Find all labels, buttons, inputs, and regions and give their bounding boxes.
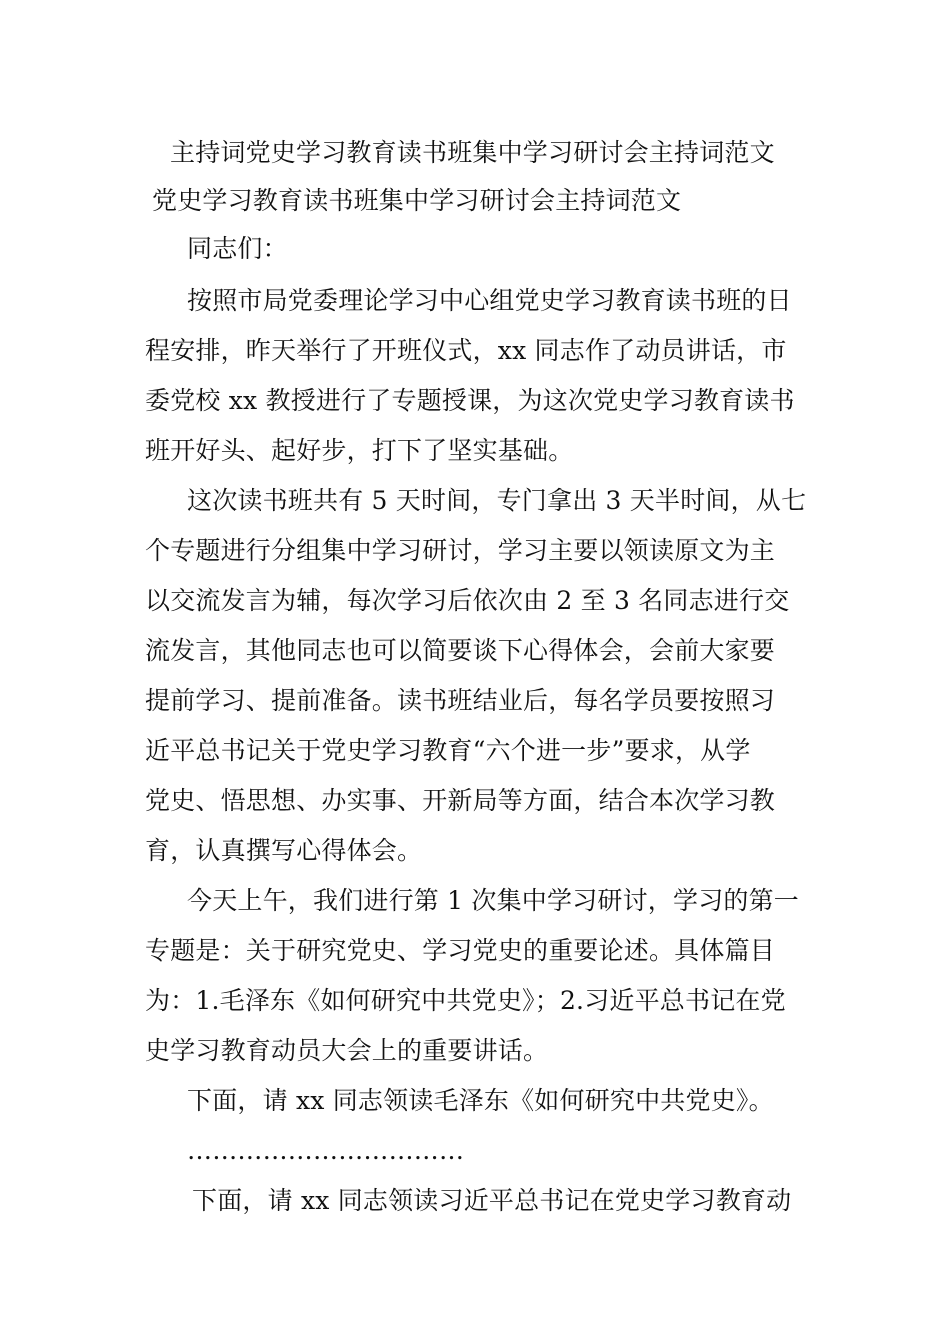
- paragraph-line: 提前学习、提前准备。读书班结业后，每名学员要按照习: [145, 686, 776, 715]
- paragraph-line: 班开好头、起好步，打下了坚实基础。: [145, 436, 574, 465]
- paragraph-line: 下面，请 xx 同志领读习近平总书记在党史学习教育动: [192, 1186, 792, 1215]
- document-title: 主持词党史学习教育读书班集中学习研讨会主持词范文: [170, 138, 775, 167]
- paragraph-line: 为：1.毛泽东《如何研究中共党史》；2.习近平总书记在党: [145, 986, 786, 1015]
- document-subtitle: 党史学习教育读书班集中学习研讨会主持词范文: [152, 186, 682, 215]
- paragraph-line: 今天上午，我们进行第 1 次集中学习研讨，学习的第一: [187, 886, 800, 915]
- paragraph-line: 个专题进行分组集中学习研讨，学习主要以领读原文为主: [145, 536, 776, 565]
- paragraph-line: 下面，请 xx 同志领读毛泽东《如何研究中共党史》。: [187, 1086, 774, 1115]
- paragraph-line: 近平总书记关于党史学习教育“六个进一步”要求，从学: [145, 736, 751, 765]
- paragraph-line: 按照市局党委理论学习中心组党史学习教育读书班的日: [187, 286, 792, 315]
- paragraph-line: 史学习教育动员大会上的重要讲话。: [145, 1036, 549, 1065]
- ellipsis-line: ……………………………: [187, 1136, 465, 1165]
- paragraph-line: 专题是：关于研究党史、学习党史的重要论述。具体篇目: [145, 936, 776, 965]
- paragraph-line: 程安排，昨天举行了开班仪式，xx 同志作了动员讲话，市: [145, 336, 787, 365]
- paragraph-line: 这次读书班共有 5 天时间，专门拿出 3 天半时间，从七: [187, 486, 807, 515]
- salutation: 同志们：: [187, 234, 288, 263]
- paragraph-line: 党史、悟思想、办实事、开新局等方面，结合本次学习教: [145, 786, 776, 815]
- paragraph-line: 育，认真撰写心得体会。: [145, 836, 423, 865]
- paragraph-line: 流发言，其他同志也可以简要谈下心得体会，会前大家要: [145, 636, 776, 665]
- paragraph-line: 以交流发言为辅，每次学习后依次由 2 至 3 名同志进行交: [145, 586, 790, 615]
- paragraph-line: 委党校 xx 教授进行了专题授课，为这次党史学习教育读书: [145, 386, 795, 415]
